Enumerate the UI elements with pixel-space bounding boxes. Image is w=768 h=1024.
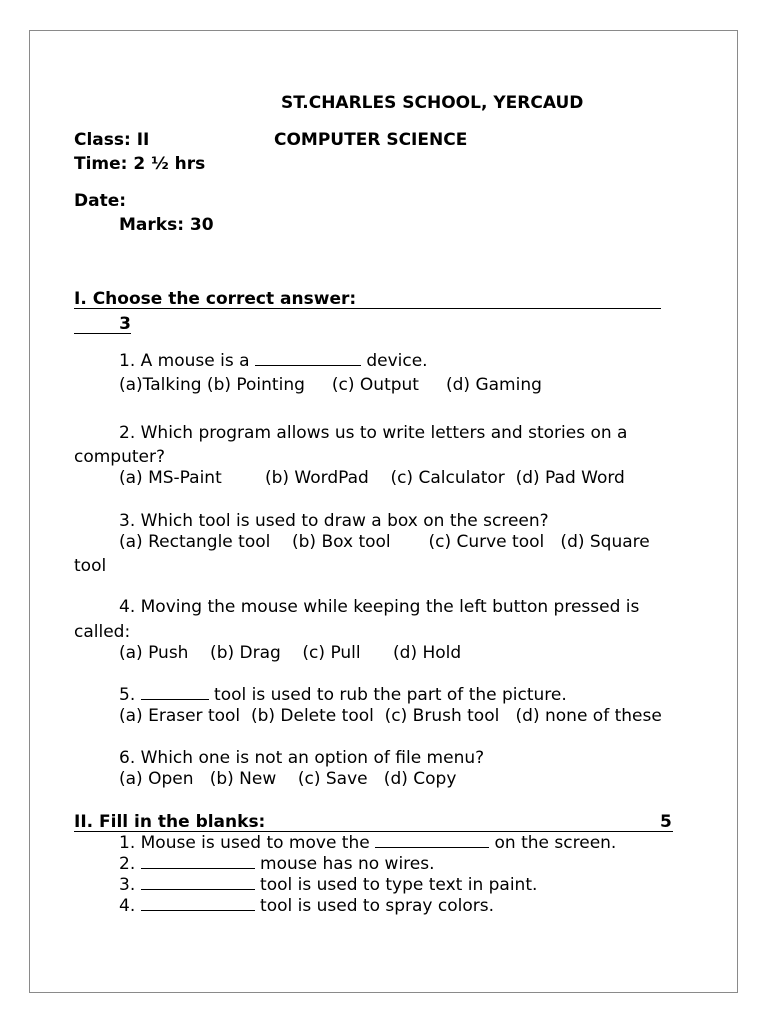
question-4: 4. Moving the mouse while keeping the left button pressed is	[119, 597, 640, 617]
blank-item-1: 1. Mouse is used to move the on the screen.	[119, 833, 617, 853]
subject-title: COMPUTER SCIENCE	[274, 130, 468, 150]
section1-marks: 3	[119, 314, 131, 334]
section1-title: I. Choose the correct answer:	[74, 289, 357, 309]
question-5: 5. tool is used to rub the part of the picture.	[119, 685, 567, 705]
section2-marks: 5	[660, 812, 672, 832]
answer-blank	[141, 698, 209, 700]
blank-item-4: 4. tool is used to spray colors.	[119, 896, 495, 916]
question-6: 6. Which one is not an option of file menu?	[119, 748, 485, 768]
question-1: 1. A mouse is a device.	[119, 351, 428, 371]
question-6-options: (a) Open (b) New (c) Save (d) Copy	[119, 769, 457, 789]
question-2-options: (a) MS-Paint (b) WordPad (c) Calculator (d) Pad Word	[119, 468, 625, 488]
question-3-options: (a) Rectangle tool (b) Box tool (c) Curve tool (d) Square	[119, 532, 650, 552]
answer-blank	[375, 846, 489, 848]
section2-title: II. Fill in the blanks:	[74, 812, 266, 832]
answer-blank	[141, 888, 255, 890]
time-label: Time: 2 ½ hrs	[74, 154, 206, 174]
answer-blank	[255, 364, 361, 366]
question-5-options: (a) Eraser tool (b) Delete tool (c) Brush tool (d) none of these	[119, 706, 662, 726]
blank-item-3: 3. tool is used to type text in paint.	[119, 875, 538, 895]
question-4-options: (a) Push (b) Drag (c) Pull (d) Hold	[119, 643, 462, 663]
question-3: 3. Which tool is used to draw a box on the screen?	[119, 511, 549, 531]
question-4-wrap: called:	[74, 622, 131, 642]
question-2: 2. Which program allows us to write letters and stories on a	[119, 423, 628, 443]
school-name: ST.CHARLES SCHOOL, YERCAUD	[281, 93, 584, 113]
blank-item-2: 2. mouse has no wires.	[119, 854, 435, 874]
class-label: Class: II	[74, 130, 150, 150]
date-label: Date:	[74, 191, 127, 211]
question-2-wrap: computer?	[74, 447, 166, 467]
question-1-options: (a)Talking (b) Pointing (c) Output (d) Gaming	[119, 375, 542, 395]
answer-blank	[141, 867, 255, 869]
section1-title-underline	[74, 308, 661, 309]
section1-marks-underline	[74, 333, 131, 334]
section2-title-underline	[74, 831, 673, 832]
question-3-options-wrap: tool	[74, 556, 107, 576]
marks-label: Marks: 30	[119, 215, 214, 235]
answer-blank	[141, 909, 255, 911]
